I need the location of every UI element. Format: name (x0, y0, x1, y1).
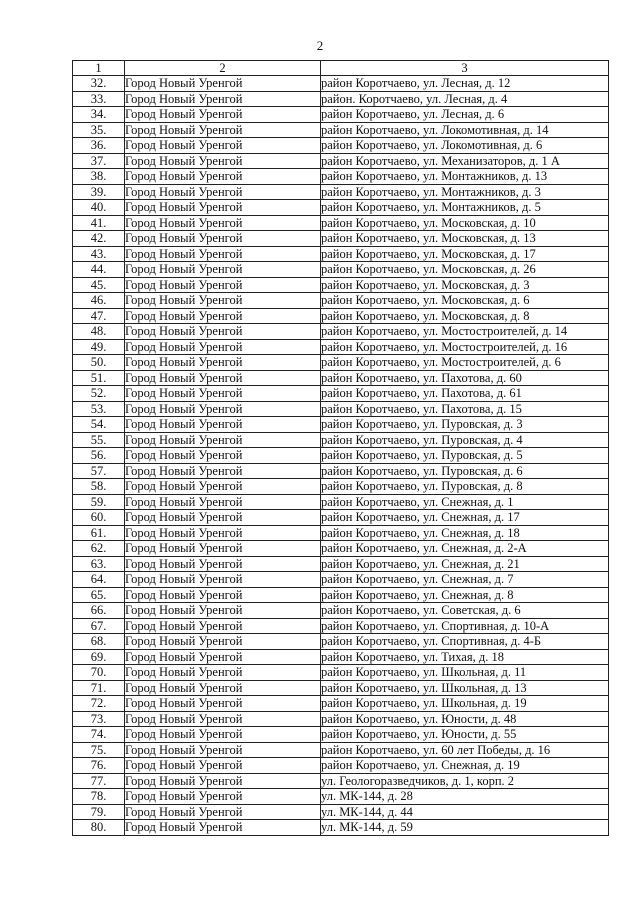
city-cell: Город Новый Уренгой (125, 525, 321, 541)
address-cell: район Коротчаево, ул. Пахотова, д. 60 (321, 370, 609, 386)
table-row (73, 200, 609, 216)
table-row (73, 727, 609, 743)
city-cell: Город Новый Уренгой (125, 417, 321, 433)
address-cell: район Коротчаево, ул. Московская, д. 17 (321, 246, 609, 262)
table-row (73, 618, 609, 634)
city-cell: Город Новый Уренгой (125, 355, 321, 371)
address-cell: район Коротчаево, ул. Московская, д. 3 (321, 277, 609, 293)
row-number-cell: 67. (73, 618, 125, 634)
city-cell: Город Новый Уренгой (125, 91, 321, 107)
address-cell: район Коротчаево, ул. Школьная, д. 11 (321, 665, 609, 681)
table-row (73, 510, 609, 526)
city-cell: Город Новый Уренгой (125, 696, 321, 712)
header-col-2: 2 (125, 61, 321, 76)
city-cell: Город Новый Уренгой (125, 401, 321, 417)
header-col-3: 3 (321, 61, 609, 76)
row-number-cell: 33. (73, 91, 125, 107)
address-table (72, 60, 609, 836)
table-row (73, 293, 609, 309)
address-cell: район Коротчаево, ул. Снежная, д. 21 (321, 556, 609, 572)
table-row (73, 153, 609, 169)
city-cell: Город Новый Уренгой (125, 448, 321, 464)
address-cell: район Коротчаево, ул. Механизаторов, д. 1 А (321, 153, 609, 169)
table-row (73, 122, 609, 138)
row-number-cell: 53. (73, 401, 125, 417)
row-number-cell: 57. (73, 463, 125, 479)
city-cell: Город Новый Уренгой (125, 711, 321, 727)
table-row (73, 680, 609, 696)
row-number-cell: 76. (73, 758, 125, 774)
city-cell: Город Новый Уренгой (125, 215, 321, 231)
address-cell: район Коротчаево, ул. Московская, д. 13 (321, 231, 609, 247)
city-cell: Город Новый Уренгой (125, 665, 321, 681)
address-cell: район Коротчаево, ул. Пуровская, д. 3 (321, 417, 609, 433)
row-number-cell: 49. (73, 339, 125, 355)
table-row (73, 432, 609, 448)
address-cell: район Коротчаево, ул. Пуровская, д. 8 (321, 479, 609, 495)
row-number-cell: 58. (73, 479, 125, 495)
row-number-cell: 80. (73, 820, 125, 836)
city-cell: Город Новый Уренгой (125, 742, 321, 758)
row-number-cell: 48. (73, 324, 125, 340)
address-cell: район Коротчаево, ул. Мостостроителей, д. 14 (321, 324, 609, 340)
row-number-cell: 74. (73, 727, 125, 743)
table-row (73, 417, 609, 433)
row-number-cell: 56. (73, 448, 125, 464)
city-cell: Город Новый Уренгой (125, 339, 321, 355)
address-cell: район Коротчаево, ул. Пуровская, д. 4 (321, 432, 609, 448)
row-number-cell: 39. (73, 184, 125, 200)
row-number-cell: 70. (73, 665, 125, 681)
row-number-cell: 59. (73, 494, 125, 510)
table-header (73, 61, 609, 76)
table-row (73, 711, 609, 727)
address-cell: ул. МК-144, д. 28 (321, 789, 609, 805)
row-number-cell: 43. (73, 246, 125, 262)
row-number-cell: 36. (73, 138, 125, 154)
address-cell: ул. МК-144, д. 59 (321, 820, 609, 836)
row-number-cell: 38. (73, 169, 125, 185)
header-row (73, 61, 609, 76)
table-row (73, 448, 609, 464)
table-row (73, 773, 609, 789)
table-row (73, 401, 609, 417)
city-cell: Город Новый Уренгой (125, 479, 321, 495)
row-number-cell: 44. (73, 262, 125, 278)
row-number-cell: 71. (73, 680, 125, 696)
city-cell: Город Новый Уренгой (125, 587, 321, 603)
address-cell: район Коротчаево, ул. Спортивная, д. 4-Б (321, 634, 609, 650)
address-cell: район Коротчаево, ул. Локомотивная, д. 6 (321, 138, 609, 154)
table-body (73, 76, 609, 836)
city-cell: Город Новый Уренгой (125, 432, 321, 448)
table-row (73, 696, 609, 712)
table-row (73, 246, 609, 262)
table-row (73, 572, 609, 588)
table-row (73, 386, 609, 402)
table-row (73, 215, 609, 231)
table-row (73, 804, 609, 820)
city-cell: Город Новый Уренгой (125, 324, 321, 340)
row-number-cell: 78. (73, 789, 125, 805)
city-cell: Город Новый Уренгой (125, 122, 321, 138)
table-row (73, 634, 609, 650)
address-cell: район Коротчаево, ул. Советская, д. 6 (321, 603, 609, 619)
city-cell: Город Новый Уренгой (125, 541, 321, 557)
city-cell: Город Новый Уренгой (125, 386, 321, 402)
table-row (73, 603, 609, 619)
table-row (73, 262, 609, 278)
row-number-cell: 55. (73, 432, 125, 448)
address-cell: район Коротчаево, ул. Пахотова, д. 15 (321, 401, 609, 417)
address-cell: район Коротчаево, ул. Московская, д. 6 (321, 293, 609, 309)
city-cell: Город Новый Уренгой (125, 184, 321, 200)
table-row (73, 541, 609, 557)
address-cell: район Коротчаево, ул. Школьная, д. 13 (321, 680, 609, 696)
row-number-cell: 45. (73, 277, 125, 293)
address-cell: район Коротчаево, ул. Пахотова, д. 61 (321, 386, 609, 402)
row-number-cell: 54. (73, 417, 125, 433)
row-number-cell: 77. (73, 773, 125, 789)
table-row (73, 76, 609, 92)
table-row (73, 665, 609, 681)
city-cell: Город Новый Уренгой (125, 510, 321, 526)
address-cell: ул. МК-144, д. 44 (321, 804, 609, 820)
row-number-cell: 66. (73, 603, 125, 619)
row-number-cell: 62. (73, 541, 125, 557)
table-row (73, 339, 609, 355)
table-row (73, 742, 609, 758)
address-cell: район Коротчаево, ул. Локомотивная, д. 14 (321, 122, 609, 138)
address-cell: район Коротчаево, ул. Мостостроителей, д. 16 (321, 339, 609, 355)
city-cell: Город Новый Уренгой (125, 153, 321, 169)
table-row (73, 758, 609, 774)
row-number-cell: 69. (73, 649, 125, 665)
address-cell: район Коротчаево, ул. Пуровская, д. 6 (321, 463, 609, 479)
city-cell: Город Новый Уренгой (125, 200, 321, 216)
city-cell: Город Новый Уренгой (125, 370, 321, 386)
city-cell: Город Новый Уренгой (125, 308, 321, 324)
address-cell: район Коротчаево, ул. Снежная, д. 18 (321, 525, 609, 541)
table-row (73, 277, 609, 293)
row-number-cell: 46. (73, 293, 125, 309)
address-cell: район Коротчаево, ул. Лесная, д. 12 (321, 76, 609, 92)
table-row (73, 308, 609, 324)
city-cell: Город Новый Уренгой (125, 246, 321, 262)
city-cell: Город Новый Уренгой (125, 680, 321, 696)
row-number-cell: 65. (73, 587, 125, 603)
table-row (73, 525, 609, 541)
row-number-cell: 41. (73, 215, 125, 231)
city-cell: Город Новый Уренгой (125, 556, 321, 572)
city-cell: Город Новый Уренгой (125, 572, 321, 588)
row-number-cell: 40. (73, 200, 125, 216)
address-cell: район Коротчаево, ул. Тихая, д. 18 (321, 649, 609, 665)
row-number-cell: 68. (73, 634, 125, 650)
address-cell: район. Коротчаево, ул. Лесная, д. 4 (321, 91, 609, 107)
address-cell: район Коротчаево, ул. Снежная, д. 7 (321, 572, 609, 588)
address-cell: район Коротчаево, ул. Спортивная, д. 10-А (321, 618, 609, 634)
city-cell: Город Новый Уренгой (125, 293, 321, 309)
table-row (73, 355, 609, 371)
header-col-1: 1 (73, 61, 125, 76)
table-row (73, 324, 609, 340)
city-cell: Город Новый Уренгой (125, 773, 321, 789)
table-row (73, 370, 609, 386)
city-cell: Город Новый Уренгой (125, 494, 321, 510)
city-cell: Город Новый Уренгой (125, 262, 321, 278)
row-number-cell: 32. (73, 76, 125, 92)
table-row (73, 587, 609, 603)
row-number-cell: 63. (73, 556, 125, 572)
city-cell: Город Новый Уренгой (125, 727, 321, 743)
city-cell: Город Новый Уренгой (125, 169, 321, 185)
address-cell: район Коротчаево, ул. Снежная, д. 2-А (321, 541, 609, 557)
table-row (73, 91, 609, 107)
table-row (73, 107, 609, 123)
city-cell: Город Новый Уренгой (125, 618, 321, 634)
city-cell: Город Новый Уренгой (125, 603, 321, 619)
address-cell: район Коротчаево, ул. Пуровская, д. 5 (321, 448, 609, 464)
row-number-cell: 64. (73, 572, 125, 588)
table-row (73, 479, 609, 495)
address-cell: район Коротчаево, ул. Юности, д. 48 (321, 711, 609, 727)
city-cell: Город Новый Уренгой (125, 649, 321, 665)
address-cell: район Коротчаево, ул. Мостостроителей, д. 6 (321, 355, 609, 371)
table-row (73, 463, 609, 479)
address-cell: район Коротчаево, ул. Монтажников, д. 5 (321, 200, 609, 216)
city-cell: Город Новый Уренгой (125, 634, 321, 650)
city-cell: Город Новый Уренгой (125, 758, 321, 774)
row-number-cell: 79. (73, 804, 125, 820)
row-number-cell: 34. (73, 107, 125, 123)
address-cell: район Коротчаево, ул. Монтажников, д. 13 (321, 169, 609, 185)
city-cell: Город Новый Уренгой (125, 231, 321, 247)
address-cell: район Коротчаево, ул. Снежная, д. 19 (321, 758, 609, 774)
address-cell: ул. Геологоразведчиков, д. 1, корп. 2 (321, 773, 609, 789)
city-cell: Город Новый Уренгой (125, 76, 321, 92)
row-number-cell: 61. (73, 525, 125, 541)
table-row (73, 138, 609, 154)
city-cell: Город Новый Уренгой (125, 107, 321, 123)
page-number: 2 (316, 38, 324, 53)
table-row (73, 494, 609, 510)
city-cell: Город Новый Уренгой (125, 820, 321, 836)
city-cell: Город Новый Уренгой (125, 789, 321, 805)
row-number-cell: 75. (73, 742, 125, 758)
address-cell: район Коротчаево, ул. Монтажников, д. 3 (321, 184, 609, 200)
city-cell: Город Новый Уренгой (125, 463, 321, 479)
address-cell: район Коротчаево, ул. 60 лет Победы, д. 16 (321, 742, 609, 758)
table-row (73, 231, 609, 247)
row-number-cell: 47. (73, 308, 125, 324)
table-row (73, 649, 609, 665)
row-number-cell: 50. (73, 355, 125, 371)
address-cell: район Коротчаево, ул. Снежная, д. 1 (321, 494, 609, 510)
address-cell: район Коротчаево, ул. Московская, д. 8 (321, 308, 609, 324)
table-row (73, 169, 609, 185)
address-cell: район Коротчаево, ул. Московская, д. 26 (321, 262, 609, 278)
address-cell: район Коротчаево, ул. Снежная, д. 17 (321, 510, 609, 526)
row-number-cell: 73. (73, 711, 125, 727)
row-number-cell: 37. (73, 153, 125, 169)
address-cell: район Коротчаево, ул. Снежная, д. 8 (321, 587, 609, 603)
address-cell: район Коротчаево, ул. Московская, д. 10 (321, 215, 609, 231)
address-cell: район Коротчаево, ул. Юности, д. 55 (321, 727, 609, 743)
row-number-cell: 52. (73, 386, 125, 402)
address-cell: район Коротчаево, ул. Лесная, д. 6 (321, 107, 609, 123)
row-number-cell: 35. (73, 122, 125, 138)
city-cell: Город Новый Уренгой (125, 804, 321, 820)
row-number-cell: 60. (73, 510, 125, 526)
address-cell: район Коротчаево, ул. Школьная, д. 19 (321, 696, 609, 712)
table-row (73, 556, 609, 572)
row-number-cell: 51. (73, 370, 125, 386)
table-row (73, 184, 609, 200)
table-row (73, 789, 609, 805)
table-row (73, 820, 609, 836)
city-cell: Город Новый Уренгой (125, 138, 321, 154)
city-cell: Город Новый Уренгой (125, 277, 321, 293)
row-number-cell: 72. (73, 696, 125, 712)
row-number-cell: 42. (73, 231, 125, 247)
